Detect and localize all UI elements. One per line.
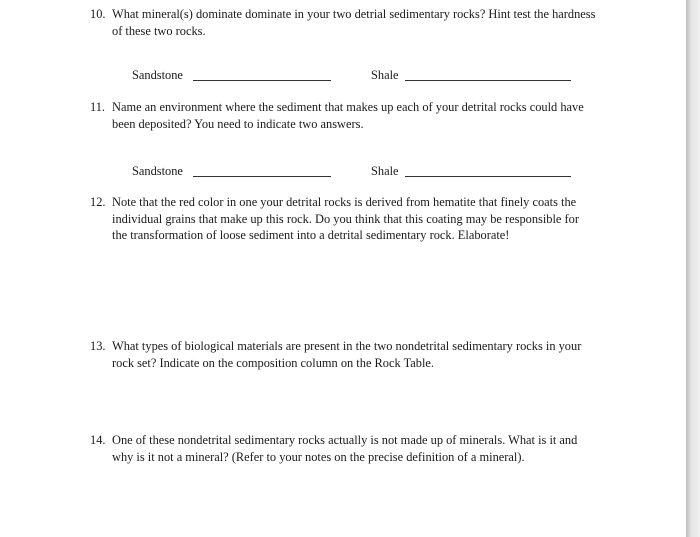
question-number: 10. xyxy=(90,7,106,21)
question-10 xyxy=(90,6,600,39)
q11-sandstone-label: Sandstone xyxy=(132,164,183,178)
page-edge-shadow xyxy=(686,0,700,537)
question-text: Name an environment where the sediment that makes up each of your detrital rocks could have been deposited? You need to indicate two answers. xyxy=(112,100,584,131)
question-text: What types of biological materials are present in the two nondetrital sedimentary rocks in your rock set? Indicate on the composition column on the Rock Table. xyxy=(112,339,582,370)
question-text: Note that the red color in one your detrital rocks is derived from hematite that finely coats the individual grains that make up this rock. Do you think that this coating may be responsible for the transformation of loose sediment into a detrital sedimentary rock. Elaborate! xyxy=(112,195,579,242)
question-number: 13. xyxy=(90,339,106,353)
question-number: 12. xyxy=(90,195,106,209)
q11-shale-answer-line[interactable] xyxy=(405,176,571,177)
q11-shale-label: Shale xyxy=(371,164,399,178)
question-number: 14. xyxy=(90,433,106,447)
q10-shale-label: Shale xyxy=(371,68,399,82)
question-14 xyxy=(90,432,600,465)
question-12 xyxy=(90,194,595,244)
q11-sandstone-answer-line[interactable] xyxy=(193,176,331,177)
question-text: One of these nondetrital sedimentary rocks actually is not made up of minerals. What is it and why is it not a mineral? (Refer to your notes on the precise definition of a mineral). xyxy=(112,433,578,464)
q10-sandstone-label: Sandstone xyxy=(132,68,183,82)
question-number: 11. xyxy=(90,100,106,114)
question-13 xyxy=(90,338,600,371)
q10-sandstone-answer-line[interactable] xyxy=(193,80,331,81)
question-text: What mineral(s) dominate dominate in your two detrial sedimentary rocks? Hint test the hardness of these two rocks. xyxy=(112,7,596,38)
question-11 xyxy=(90,99,600,132)
q10-shale-answer-line[interactable] xyxy=(405,80,571,81)
